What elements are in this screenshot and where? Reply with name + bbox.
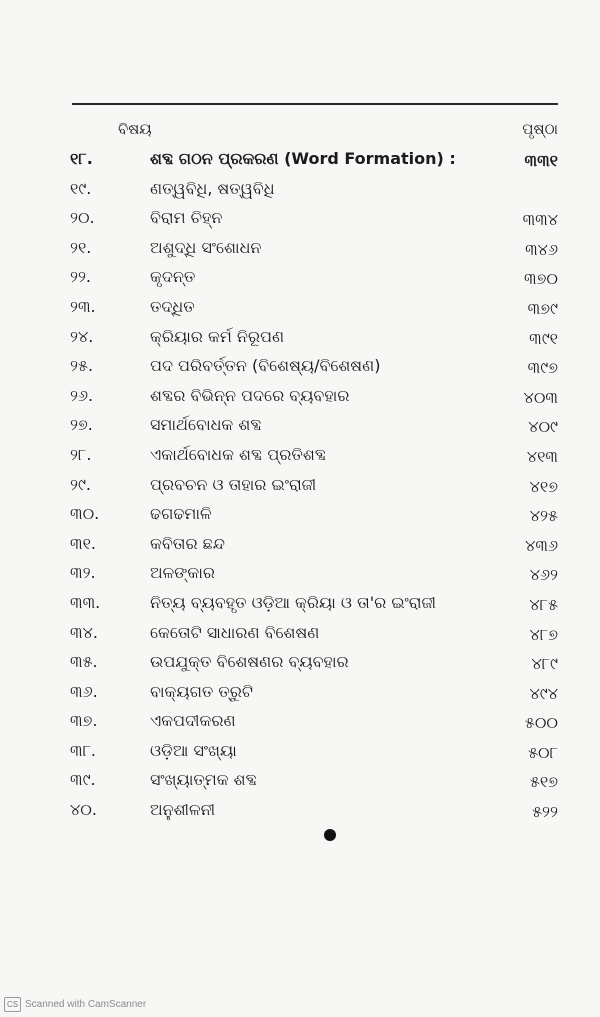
contents-entry [0,559,600,589]
entry-number: ୩୯. [70,770,96,790]
contents-list [0,145,600,826]
entry-number: ୩୮. [70,740,97,760]
entry-number: ୨୦. [70,208,95,228]
entry-page-number: ୫୨୨ [532,802,558,822]
contents-entry [0,589,600,619]
entry-title: ଅଶୁଦ୍ଧି ସଂଶୋଧନ [150,237,262,257]
entry-title: ଉପଯୁକ୍ତ ବିଶେଷଣର ବ୍ୟବହାର [150,652,349,672]
contents-entry [0,145,600,175]
entry-page-number: ୩୭୯ [527,298,558,318]
entry-page-number: ୪୨୫ [529,506,558,526]
entry-page-number: ୪୬୨ [529,565,558,585]
entry-title: ଏକାର୍ଥବୋଧକ ଶବ୍ଦ ପ୍ରତିଶବ୍ଦ [150,444,327,464]
contents-entry [0,737,600,767]
entry-number: ୪୦. [70,800,97,820]
entry-page-number: ୩୪୬ [525,239,558,259]
entry-page-number: ୪୧୭ [529,476,558,496]
entry-number: ୩୧. [70,533,96,553]
entry-title: ପ୍ରବଚନ ଓ ତାହାର ଇଂରାଜୀ [150,474,317,494]
entry-title: ଓଡ଼ିଆ ସଂଖ୍ୟା [150,740,237,760]
entry-page-number: ୪୦୩ [523,387,558,407]
entry-number: ୨୮. [70,444,92,464]
contents-entry [0,234,600,264]
entry-number: ୧୯. [70,178,92,198]
entry-title: କୃଦନ୍ତ [150,267,196,287]
entry-page-number: ୩୩୪ [522,210,558,230]
contents-entry [0,293,600,323]
entry-number: ୨୬. [70,385,94,405]
entry-title: ସମାର୍ଥବୋଧକ ଶବ୍ଦ [150,415,262,435]
camscanner-logo-icon: CS [4,997,21,1012]
contents-entry [0,263,600,293]
entry-page-number: ୪୯୪ [529,683,558,703]
entry-title: ଏକପଦୀକରଣ [150,711,236,731]
entry-title: ଢଗଢମାଳି [150,504,212,524]
contents-entry [0,471,600,501]
entry-page-number: ୪୮୫ [529,594,558,614]
entry-title: ସଂଖ୍ୟାତ୍ମକ ଶବ୍ଦ [150,770,257,790]
camscanner-watermark [4,997,146,1012]
contents-entry [0,766,600,796]
contents-entry [0,619,600,649]
contents-entry [0,204,600,234]
entry-title: କେତୋଟି ସାଧାରଣ ବିଶେଷଣ [150,622,320,642]
entry-title: ଣତ୍ୱବିଧି, ଷତ୍ୱବିଧି [150,178,275,198]
contents-entry [0,530,600,560]
entry-title: ତଦ୍ଧିତ [150,296,195,316]
entry-page-number: ୪୦୯ [528,417,558,437]
entry-number: ୩୪. [70,622,98,642]
entry-number: ୨୩. [70,296,96,316]
contents-entry [0,707,600,737]
contents-entry [0,175,600,205]
entry-title: ନିତ୍ୟ ବ୍ୟବହୃତ ଓଡ଼ିଆ କ୍ରିୟା ଓ ତା'ର ଇଂରାଜୀ [150,592,437,612]
bullet-dot [324,829,336,841]
entry-page-number: ୪୧୩ [526,446,558,466]
entry-page-number: ୪୩୬ [525,535,558,555]
entry-title: ଶବ୍ଦ ଗଠନ ପ୍ରକରଣ (Word Formation) : [150,149,456,168]
entry-number: ୨୯. [70,474,92,494]
entry-number: ୩୩. [70,592,101,612]
entry-page-number: ୪୮୯ [531,654,558,674]
contents-entry [0,648,600,678]
entry-number: ୩୦. [70,504,100,524]
entry-number: ୩୬. [70,681,98,701]
entry-number: ୨୭. [70,415,93,435]
entry-number: ୧୮. [70,149,93,168]
entry-title: ଅନୁଶୀଳନୀ [150,800,216,820]
contents-entry [0,411,600,441]
entry-number: ୨୫. [70,356,94,376]
scanner-watermark-text: Scanned with CamScanner [25,999,147,1010]
entry-page-number: ୫୦୦ [524,713,558,733]
contents-entry [0,352,600,382]
entry-page-number: ୫୧୭ [529,772,558,792]
entry-number: ୨୪. [70,326,94,346]
entry-page-number: ୩୯୭ [527,358,558,378]
contents-entry [0,441,600,471]
contents-entry [0,500,600,530]
subject-column-header: ବିଷୟ [118,120,152,138]
header-rule [72,103,558,105]
entry-title: ବିରାମ ଚିହ୍ନ [150,208,223,228]
entry-title: ଅଳଙ୍କାର [150,563,216,583]
entry-title: କବିତାର ଛନ୍ଦ [150,533,225,553]
entry-page-number: ୩୯୧ [529,328,558,348]
contents-entry [0,382,600,412]
entry-page-number: ୩୩୧ [524,151,558,170]
entry-number: ୩୭. [70,711,98,731]
entry-title: କ୍ରିୟାର କର୍ମ ନିରୂପଣ [150,326,285,346]
entry-title: ଶବ୍ଦର ବିଭିନ୍ନ ପଦରେ ବ୍ୟବହାର [150,385,350,405]
contents-entry [0,796,600,826]
entry-title: ପଦ ପରିବର୍ତ୍ତନ (ବିଶେଷ୍ୟ/ବିଶେଷଣ) [150,356,381,376]
entry-page-number: ୪୮୭ [529,624,558,644]
entry-number: ୨୨. [70,267,92,287]
entry-page-number: ୫୦୮ [528,742,558,762]
contents-entry [0,323,600,353]
entry-page-number: ୩୭୦ [524,269,558,289]
contents-entry [0,678,600,708]
entry-number: ୩୨. [70,563,96,583]
page-column-header: ପୃଷ୍ଠା [522,120,558,138]
entry-number: ୨୧. [70,237,92,257]
entry-number: ୩୫. [70,652,98,672]
entry-title: ବାକ୍ୟଗତ ତ୍ରୁଟି [150,681,253,701]
